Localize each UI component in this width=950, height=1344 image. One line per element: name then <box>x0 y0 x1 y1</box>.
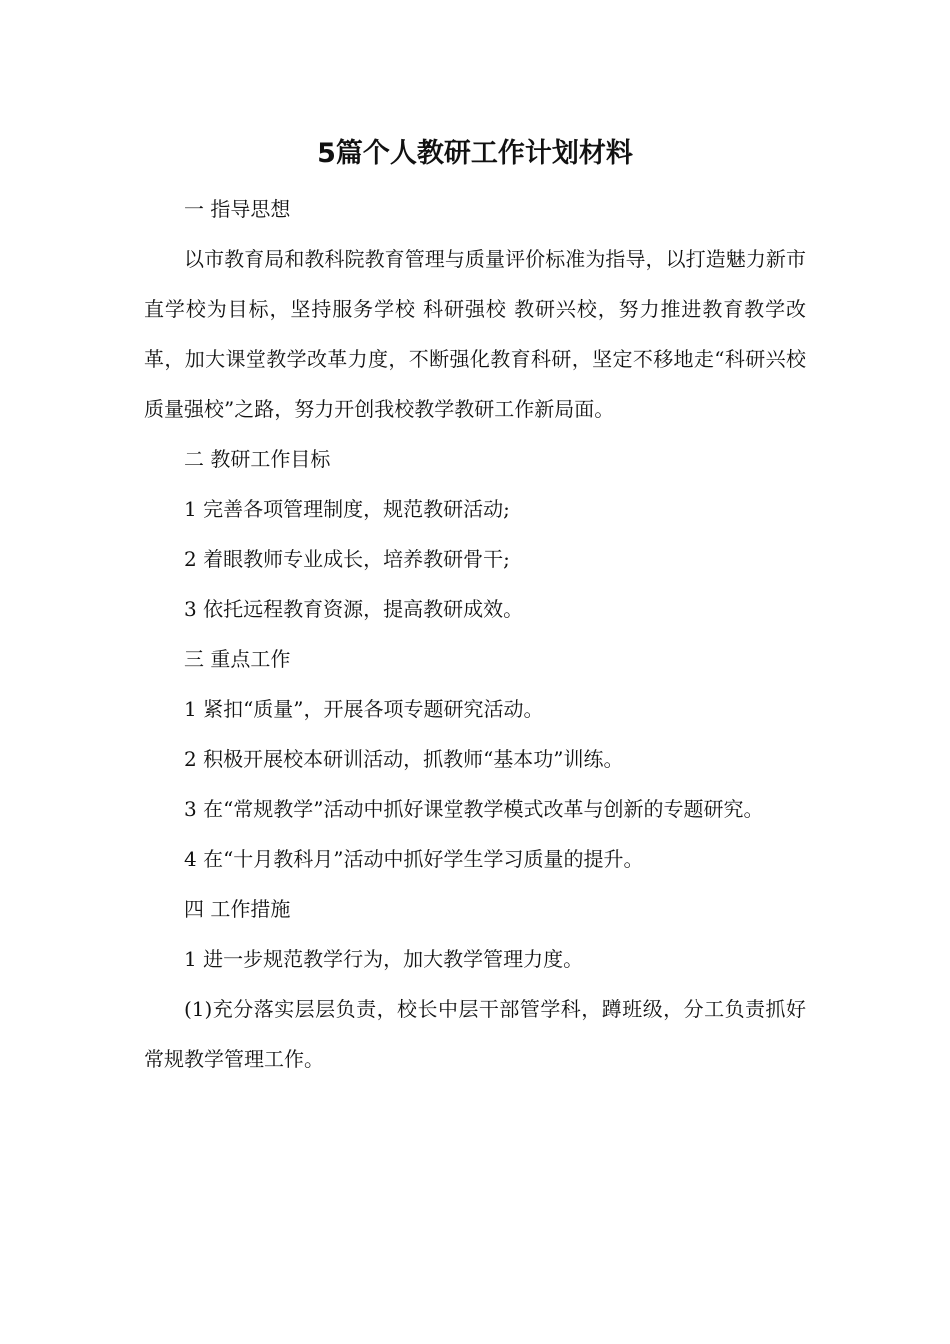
list-item-key-work-3: 3 在“常规教学”活动中抓好课堂教学模式改革与创新的专题研究。 <box>184 797 764 821</box>
section-heading-key-work: 三 重点工作 <box>184 647 291 671</box>
list-item-goal-3: 3 依托远程教育资源，提高教研成效。 <box>184 597 524 621</box>
list-item-key-work-1: 1 紧扣“质量”，开展各项专题研究活动。 <box>184 697 544 721</box>
paragraph-guiding-ideology: 以市教育局和教科院教育管理与质量评价标准为指导，以打造魅力新市直学校为目标，坚持服务学校 科研强校 教研兴校，努力推进教育教学改革，加大课堂教学改革力度，不断强化教育科研，坚定不移地走“科研兴校 质量强校”之路，努力开创我校教学教研工作新局面。 <box>144 247 806 421</box>
document-body <box>144 124 806 1084</box>
list-item-key-work-2: 2 积极开展校本研训活动，抓教师“基本功”训练。 <box>184 747 624 771</box>
list-item-key-work-4: 4 在“十月教科月”活动中抓好学生学习质量的提升。 <box>184 847 644 871</box>
section-heading-guiding-ideology: 一 指导思想 <box>184 197 291 221</box>
list-item-measure-1-sub-1: (1)充分落实层层负责，校长中层干部管学科，蹲班级，分工负责抓好常规教学管理工作。 <box>144 997 806 1071</box>
section-heading-goals: 二 教研工作目标 <box>184 447 331 471</box>
list-item-measure-1: 1 进一步规范教学行为，加大教学管理力度。 <box>184 947 584 971</box>
section-heading-measures: 四 工作措施 <box>184 897 291 921</box>
document-title: 5篇个人教研工作计划材料 <box>317 138 633 169</box>
list-item-goal-2: 2 着眼教师专业成长，培养教研骨干; <box>184 547 510 571</box>
list-item-goal-1: 1 完善各项管理制度，规范教研活动; <box>184 497 510 521</box>
